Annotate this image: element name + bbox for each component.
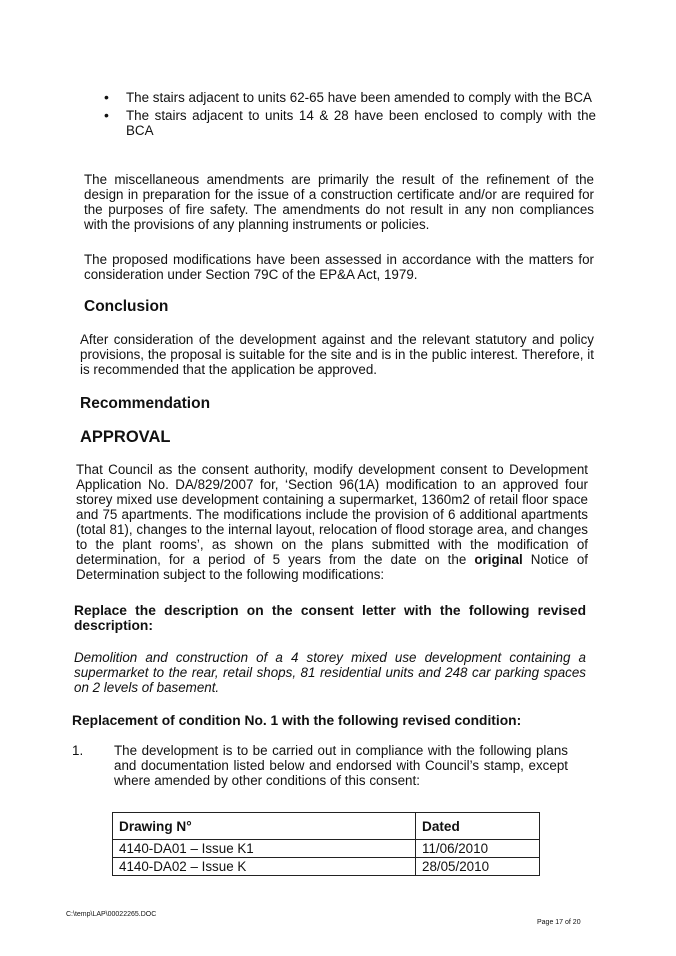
table-cell: 28/05/2010	[416, 858, 540, 876]
table-row	[113, 840, 540, 858]
condition-item-text: The development is to be carried out in compliance with the following plans and documentation listed below and endorsed with Council’s stamp, except where amended by other conditions of this consent:	[114, 743, 568, 788]
conclusion-paragraph: After consideration of the development against and the relevant statutory and policy provisions, the proposal is suitable for the site and is in the public interest. Therefore, it is recommended that the application be approved.	[80, 332, 594, 377]
column-header: Drawing N°	[113, 813, 416, 840]
original-bold-word: original	[474, 552, 523, 567]
approval-heading: APPROVAL	[80, 428, 171, 446]
table-cell: 4140-DA01 – Issue K1	[113, 840, 416, 858]
table-row	[113, 858, 540, 876]
column-header: Dated	[416, 813, 540, 840]
table-cell: 11/06/2010	[416, 840, 540, 858]
recommendation-heading: Recommendation	[80, 395, 211, 412]
footer-file-path: C:\temp\LAP\00022265.DOC	[66, 911, 157, 918]
revised-description-text: Demolition and construction of a 4 storey mixed use development containing a supermarket to the rear, retail shops, 81 residential units and 248 car parking spaces on 2 levels of basement.	[74, 650, 586, 695]
recommendation-text-end: Notice of Determination subject to the following modifications:	[76, 552, 588, 582]
table-cell: 4140-DA02 – Issue K	[113, 858, 416, 876]
assessment-paragraph: The proposed modifications have been assessed in accordance with the matters for consideration under Section 79C of the EP&A Act, 1979.	[84, 252, 594, 282]
table-header-row	[113, 813, 540, 840]
recommendation-paragraph	[76, 462, 588, 582]
amendment-bullet-list	[104, 90, 596, 141]
condition-item-number: 1.	[72, 743, 84, 758]
misc-amendments-paragraph: The miscellaneous amendments are primarily the result of the refinement of the design in preparation for the issue of a construction certificate and/or are required for the purposes of fire safety. The amendments do not result in any non compliances with the provisions of any planning instruments or policies.	[84, 172, 594, 232]
replace-description-heading: Replace the description on the consent letter with the following revised description:	[74, 603, 586, 633]
conclusion-heading: Conclusion	[84, 298, 169, 315]
drawings-table	[112, 812, 540, 876]
bullet-item: • The stairs adjacent to units 14 & 28 have been enclosed to comply with the BCA	[104, 108, 596, 138]
replace-condition-heading: Replacement of condition No. 1 with the following revised condition:	[72, 713, 522, 728]
footer-page-number: Page 17 of 20	[537, 919, 581, 926]
recommendation-text: That Council as the consent authority, modify development consent to Development Application No. DA/829/2007 for, ‘Section 96(1A) modification to an approved four storey mixed use development containing a supermarket, 1360m2 of retail floor space and 75 apartments. The modifications include the provision of 6 additional apartments (total 81), changes to the internal layout, relocation of flood storage area, and changes to the plant rooms’, as shown on the plans submitted with the modification of determination, for a period of 5 years from the date on the	[76, 462, 588, 567]
bullet-item: • The stairs adjacent to units 62-65 have been amended to comply with the BCA	[104, 90, 596, 105]
